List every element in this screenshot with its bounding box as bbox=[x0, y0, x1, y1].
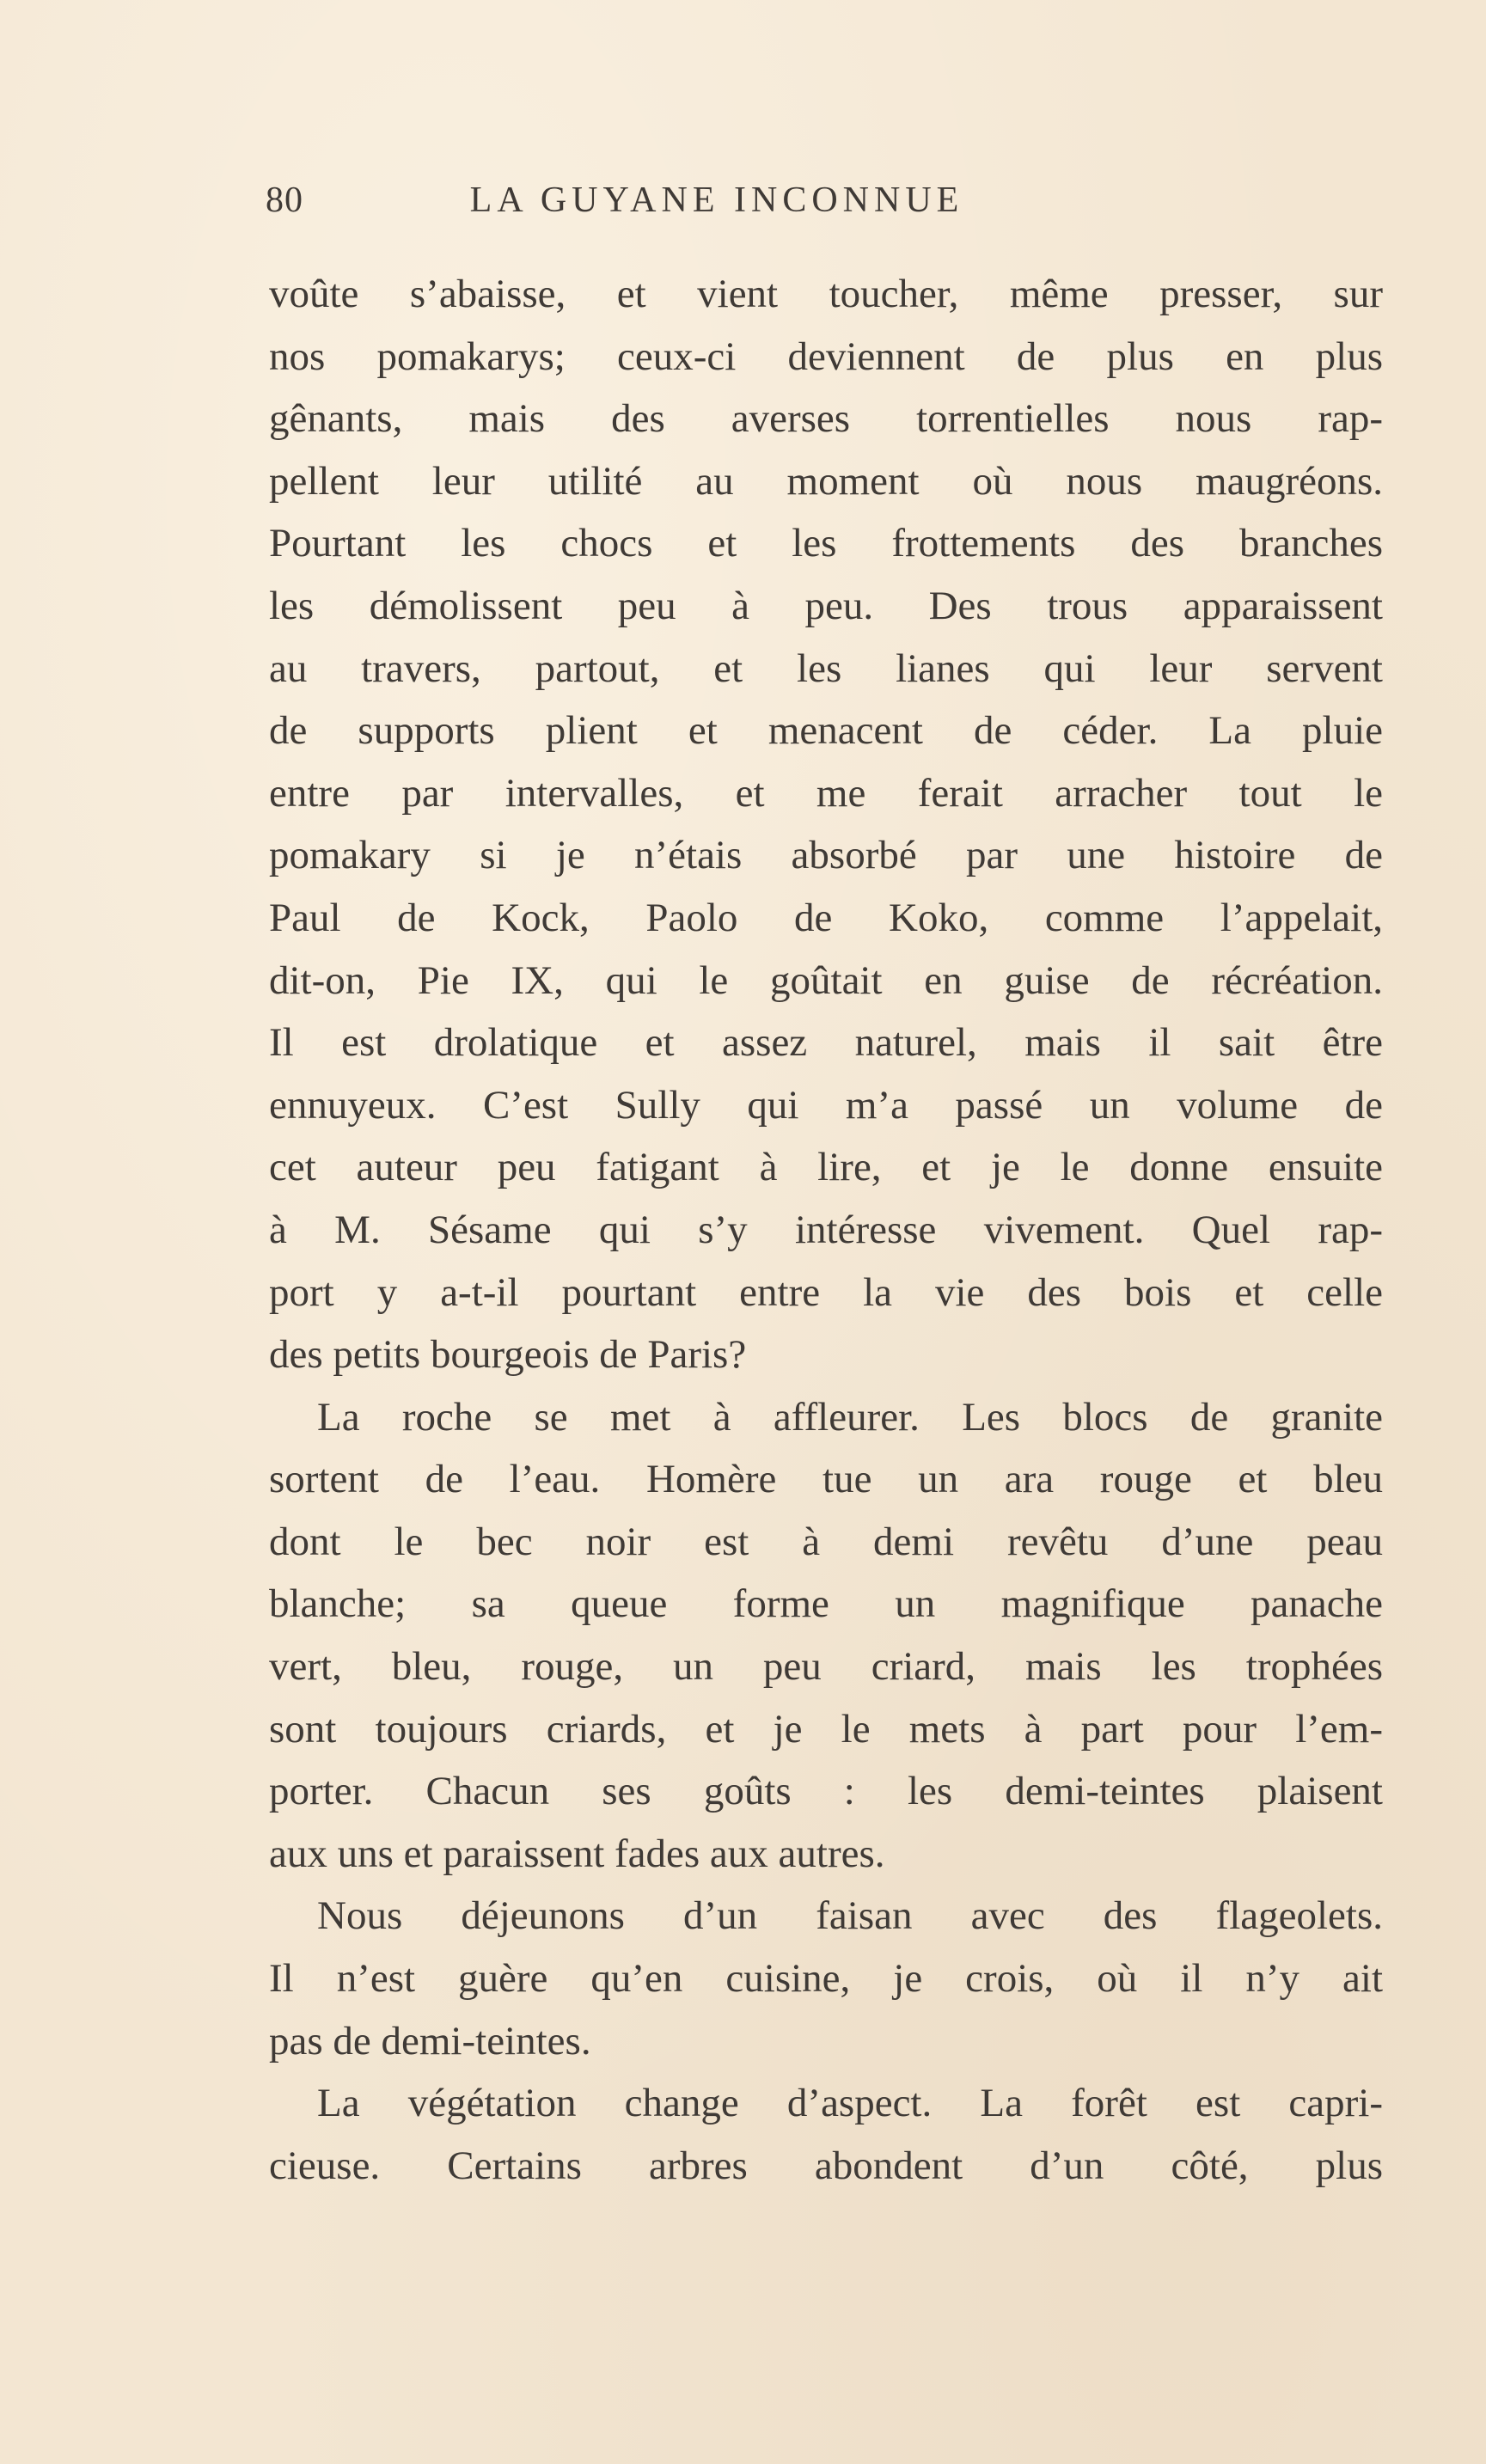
text-line: gênants, mais des averses torrentielles nous rap- bbox=[269, 396, 1383, 442]
text-line: Nous déjeunons d’un faisan avec des flageolets. bbox=[317, 1893, 1383, 1939]
text-line: Paul de Kock, Paolo de Koko, comme l’appelait, bbox=[269, 895, 1383, 940]
page-number: 80 bbox=[266, 180, 303, 220]
running-head bbox=[266, 174, 1091, 226]
text-line: cet auteur peu fatigant à lire, et je le donne ensuite bbox=[269, 1145, 1383, 1190]
text-line: les démolissent peu à peu. Des trous apparaissent bbox=[269, 583, 1383, 628]
text-line: port y a-t-il pourtant entre la vie des bois et celle bbox=[269, 1269, 1383, 1315]
text-line: cieuse. Certains arbres abondent d’un côté, plus bbox=[269, 2143, 1383, 2188]
text-line: voûte s’abaisse, et vient toucher, même presser, sur bbox=[269, 272, 1383, 316]
text-line: pellent leur utilité au moment où nous maugréons. bbox=[269, 458, 1383, 504]
text-line: La végétation change d’aspect. La forêt est capri- bbox=[317, 2081, 1383, 2126]
text-line: entre par intervalles, et me ferait arracher tout le bbox=[269, 770, 1383, 816]
text-line: pas de demi-teintes. bbox=[269, 2018, 591, 2064]
text-line: de supports plient et menacent de céder. La pluie bbox=[269, 708, 1383, 754]
body-text bbox=[269, 263, 1383, 2197]
text-line: blanche; sa queue forme un magnifique panache bbox=[269, 1581, 1383, 1627]
text-line: sortent de l’eau. Homère tue un ara rouge et bleu bbox=[269, 1457, 1383, 1502]
text-line: Il n’est guère qu’en cuisine, je crois, où il n’y ait bbox=[269, 1956, 1383, 2002]
text-line: dont le bec noir est à demi revêtu d’une peau bbox=[269, 1519, 1383, 1564]
text-line: dit-on, Pie IX, qui le goûtait en guise de récréation. bbox=[269, 957, 1383, 1003]
text-line: aux uns et paraissent fades aux autres. bbox=[269, 1831, 885, 1876]
text-line: au travers, partout, et les lianes qui leur servent bbox=[269, 645, 1383, 691]
text-line: Pourtant les chocs et les frottements des branches bbox=[269, 521, 1383, 566]
text-line: sont toujours criards, et je le mets à part pour l’em- bbox=[269, 1706, 1383, 1752]
text-line: porter. Chacun ses goûts : les demi-teintes plaisent bbox=[269, 1769, 1383, 1814]
text-line: des petits bourgeois de Paris? bbox=[269, 1332, 747, 1378]
running-title: LA GUYANE INCONNUE bbox=[469, 180, 964, 220]
text-line: nos pomakarys; ceux-ci deviennent de plus en plus bbox=[269, 333, 1383, 379]
text-line: pomakary si je n’étais absorbé par une histoire de bbox=[269, 833, 1383, 878]
text-line: Il est drolatique et assez naturel, mais il sait être bbox=[269, 1020, 1383, 1066]
text-line: vert, bleu, rouge, un peu criard, mais les trophées bbox=[269, 1644, 1383, 1690]
text-line: à M. Sésame qui s’y intéresse vivement. Quel rap- bbox=[269, 1207, 1383, 1252]
text-line: ennuyeux. C’est Sully qui m’a passé un volume de bbox=[269, 1082, 1383, 1128]
text-line: La roche se met à affleurer. Les blocs de granite bbox=[317, 1394, 1383, 1440]
